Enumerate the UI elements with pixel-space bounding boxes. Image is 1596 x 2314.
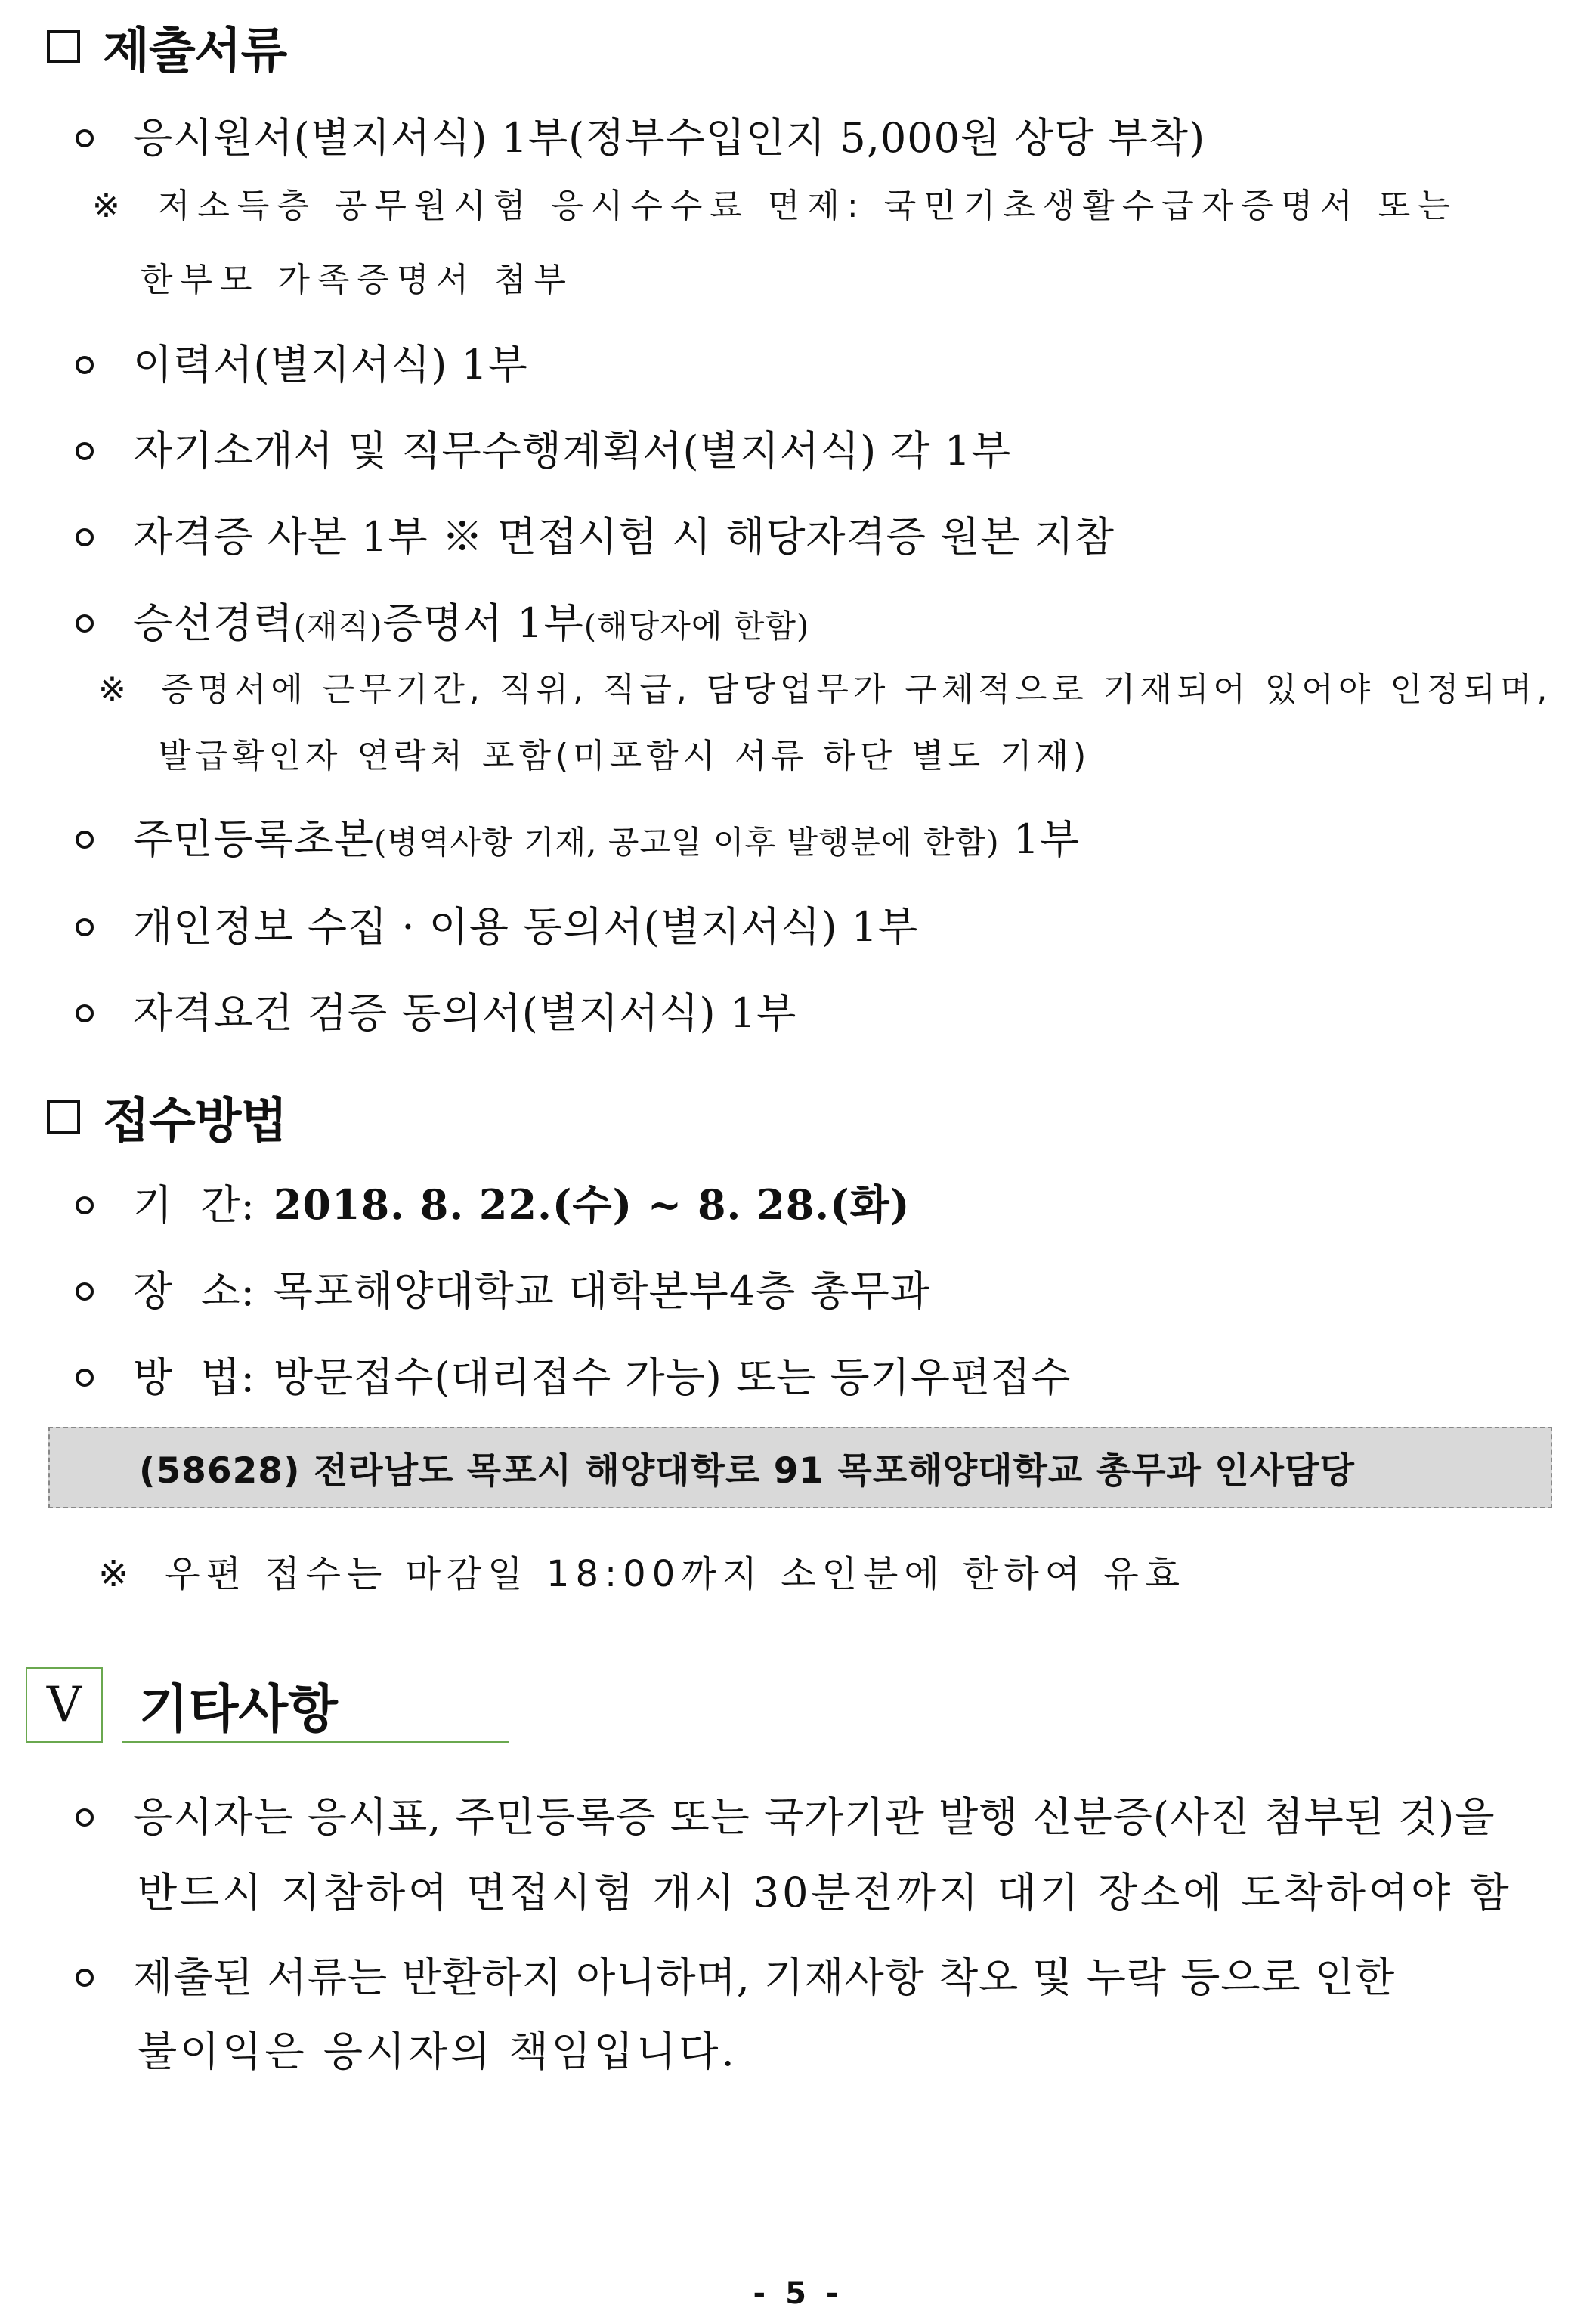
bullet-text: 제출된 서류는 반환하지 아니하며, 기재사항 착오 및 누락 등으로 인한 xyxy=(133,1954,1396,2001)
bullet-value: 목포해양대학교 대학본부4층 총무과 xyxy=(273,1267,931,1315)
bullet-label: 방 법: xyxy=(133,1353,255,1401)
bullet-text: 응시자는 응시표, 주민등록증 또는 국가기관 발행 신분증(사진 첨부된 것)을 xyxy=(133,1793,1495,1841)
bullet-value: 방문접수(대리접수 가능) 또는 등기우편접수 xyxy=(273,1353,1072,1401)
bullet-text: 이력서(별지서식) 1부 xyxy=(133,341,528,388)
note-text: 저소득층 공무원시험 응시수수료 면제: 국민기초생활수급자증명서 또는 xyxy=(157,187,1458,225)
bullet-document-return-line2: 불이익은 응시자의 책임입니다. xyxy=(138,2028,738,2075)
note-fee-exemption-line2: 한부모 가족증명서 첨부 xyxy=(141,261,574,299)
note-mark: ※ xyxy=(98,1553,135,1595)
bullet-self-introduction xyxy=(76,419,1011,477)
page-number: - 5 - xyxy=(753,2276,843,2311)
section-title: 제출서류 xyxy=(103,23,287,79)
bullet-text-small: (해당자에 한함) xyxy=(583,608,810,645)
bullet-text xyxy=(133,807,1080,865)
note-postal xyxy=(98,1545,1186,1597)
bullet-period xyxy=(76,1173,910,1231)
bullet-resident-registration xyxy=(76,807,1080,865)
bullet-text: 자기소개서 및 직무수행계획서(별지서식) 각 1부 xyxy=(133,427,1012,475)
bullet-circle-icon xyxy=(76,918,94,936)
bullet-circle-icon xyxy=(76,1369,94,1387)
section-heading-reception xyxy=(47,1082,286,1152)
section-heading-documents xyxy=(47,12,286,82)
bullet-text-main: 주민등록초본 xyxy=(133,815,374,863)
bullet-id-requirement-line2: 반드시 지참하여 면접시험 개시 30분전까지 대기 장소에 도착하여야 함 xyxy=(138,1869,1512,1916)
bullet-text-tail: 1부 xyxy=(999,815,1081,863)
bullet-text-mid: 증명서 1부 xyxy=(382,599,584,647)
bullet-value: 2018. 8. 22.(수) ~ 8. 28.(화) xyxy=(273,1180,911,1229)
bullet-circle-icon xyxy=(76,1282,94,1301)
bullet-sea-career xyxy=(76,591,809,649)
bullet-circle-icon xyxy=(76,1969,94,1987)
bullet-text xyxy=(133,591,809,649)
section-title-etc: 기타사항 xyxy=(139,1680,338,1740)
note-mark: ※ xyxy=(98,670,131,709)
bullet-text-small: (재직) xyxy=(293,608,383,645)
bullet-label: 장 소: xyxy=(133,1267,255,1315)
bullet-circle-icon xyxy=(76,831,94,849)
bullet-id-requirement-line1 xyxy=(76,1785,1495,1843)
checkbox-square-icon xyxy=(47,30,80,63)
bullet-label: 기 간: xyxy=(133,1181,255,1229)
bullet-circle-icon xyxy=(76,1196,94,1214)
note-career-line1 xyxy=(98,662,1551,710)
bullet-circle-icon xyxy=(76,442,94,460)
section-title: 접수방법 xyxy=(103,1094,287,1149)
note-mark: ※ xyxy=(92,187,128,225)
bullet-resume xyxy=(76,333,528,391)
bullet-document-return-line1 xyxy=(76,1945,1395,2003)
bullet-text: 자격요건 검증 동의서(별지서식) 1부 xyxy=(133,989,797,1037)
bullet-text: 자격증 사본 1부 ※ 면접시험 시 해당자격증 원본 지참 xyxy=(133,513,1115,561)
section-number-box: V xyxy=(26,1667,103,1743)
note-fee-exemption-line1 xyxy=(92,178,1458,227)
note-text: 증명서에 근무기간, 직위, 직급, 담당업무가 구체적으로 기재되어 있어야 인정되며, xyxy=(160,670,1552,709)
bullet-certificate-copy xyxy=(76,505,1115,563)
bullet-text-small: (병역사항 기재, 공고일 이후 발행분에 한함) xyxy=(373,824,1000,861)
bullet-circle-icon xyxy=(76,129,94,147)
bullet-circle-icon xyxy=(76,614,94,633)
bullet-circle-icon xyxy=(76,1004,94,1022)
bullet-method xyxy=(76,1345,1071,1403)
section-underline xyxy=(122,1741,509,1743)
checkbox-square-icon xyxy=(47,1100,80,1134)
bullet-text: 개인정보 수집 · 이용 동의서(별지서식) 1부 xyxy=(133,903,919,951)
bullet-circle-icon xyxy=(76,356,94,374)
bullet-text: 응시원서(별지서식) 1부(정부수입인지 5,000원 상당 부착) xyxy=(133,114,1206,162)
bullet-privacy-consent xyxy=(76,895,918,953)
note-text: 우편 접수는 마감일 18:00까지 소인분에 한하여 유효 xyxy=(165,1553,1186,1595)
note-career-line2: 발급확인자 연락처 포함(미포함시 서류 하단 별도 기재) xyxy=(159,737,1091,775)
bullet-application-form xyxy=(76,106,1205,164)
bullet-text-main: 승선경력 xyxy=(133,599,294,647)
bullet-circle-icon xyxy=(76,528,94,546)
address-box: (58628) 전라남도 목포시 해양대학로 91 목포해양대학교 총무과 인사담당 xyxy=(48,1427,1552,1508)
bullet-qualification-consent xyxy=(76,981,796,1039)
bullet-place xyxy=(76,1259,930,1317)
bullet-circle-icon xyxy=(76,1808,94,1827)
